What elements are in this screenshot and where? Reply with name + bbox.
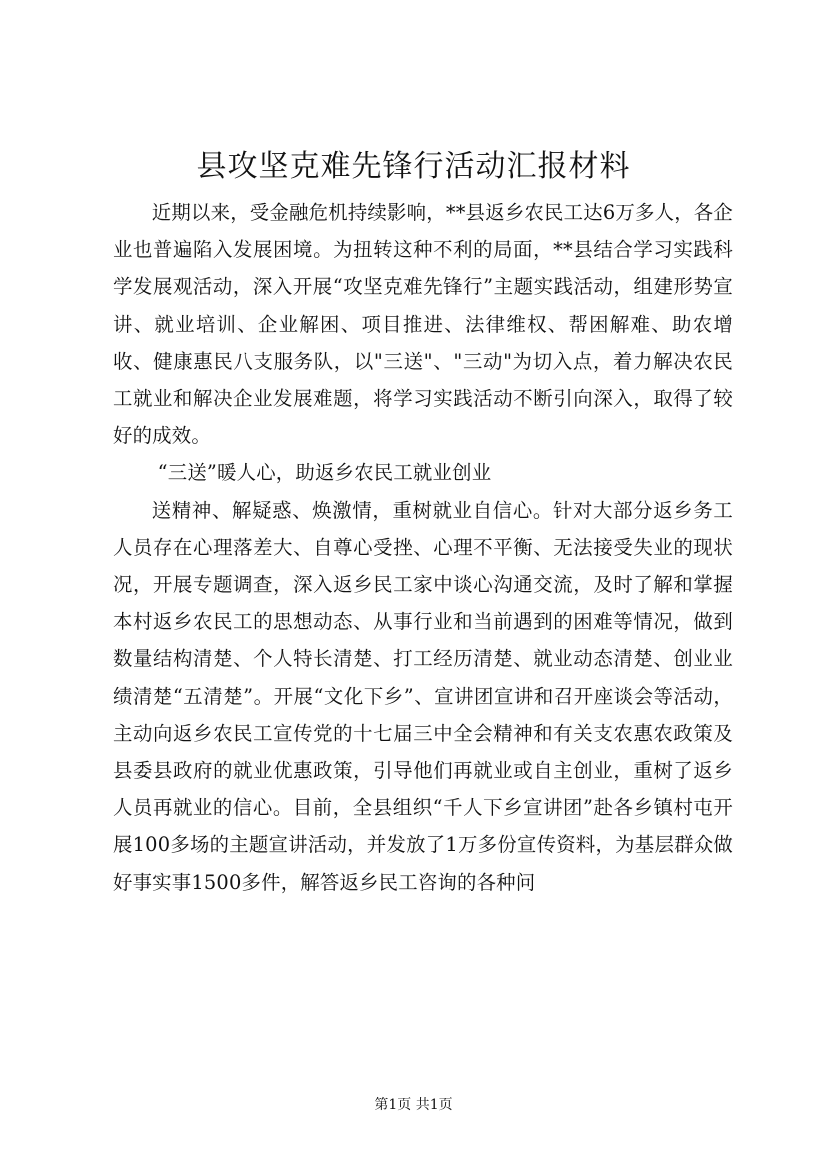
page-footer: 第1页 共1页 <box>374 1097 453 1113</box>
paragraph-intro: 近期以来，受金融危机持续影响，**县返乡农民工达6万多人，各企业也普遍陷入发展困境。为扭转这种不利的局面，**县结合学习实践科学发展观活动，深入开展“攻坚克难先锋行”主题实践活动，组建形势宣讲、就业培训、企业解困、项目推进、法律维权、帮困解难、助农增收、健康惠民八支服务队，以"三送"、"三动"为切入点，着力解决农民工就业和解决企业发展难题，将学习实践活动不断引向深入，取得了较好的成效。 <box>113 201 733 448</box>
paragraph-section-1: 送精神、解疑惑、焕激情，重树就业自信心。针对大部分返乡务工人员存在心理落差大、自尊心受挫、心理不平衡、无法接受失业的现状况，开展专题调查，深入返乡民工家中谈心沟通交流，及时了解和掌握本村返乡农民工的思想动态、从事行业和当前遇到的困难等情况，做到数量结构清楚、个人特长清楚、打工经历清楚、就业动态清楚、创业业绩清楚“五清楚”。开展“文化下乡”、宣讲团宣讲和召开座谈会等活动，主动向返乡农民工宣传党的十七届三中全会精神和有关支农惠农政策及县委县政府的就业优惠政策，引导他们再就业或自主创业，重树了返乡人员再就业的信心。目前，全县组织“千人下乡宣讲团”赴各乡镇村屯开展100多场的主题宣讲活动，并发放了1万多份宣传资料，为基层群众做好事实事1500多件，解答返乡民工咨询的各种问 <box>113 498 733 894</box>
document-body <box>113 194 733 901</box>
section-heading: “三送”暖人心，助返乡农民工就业创业 <box>157 461 492 485</box>
document-title: 县攻坚克难先锋行活动汇报材料 <box>196 149 631 184</box>
